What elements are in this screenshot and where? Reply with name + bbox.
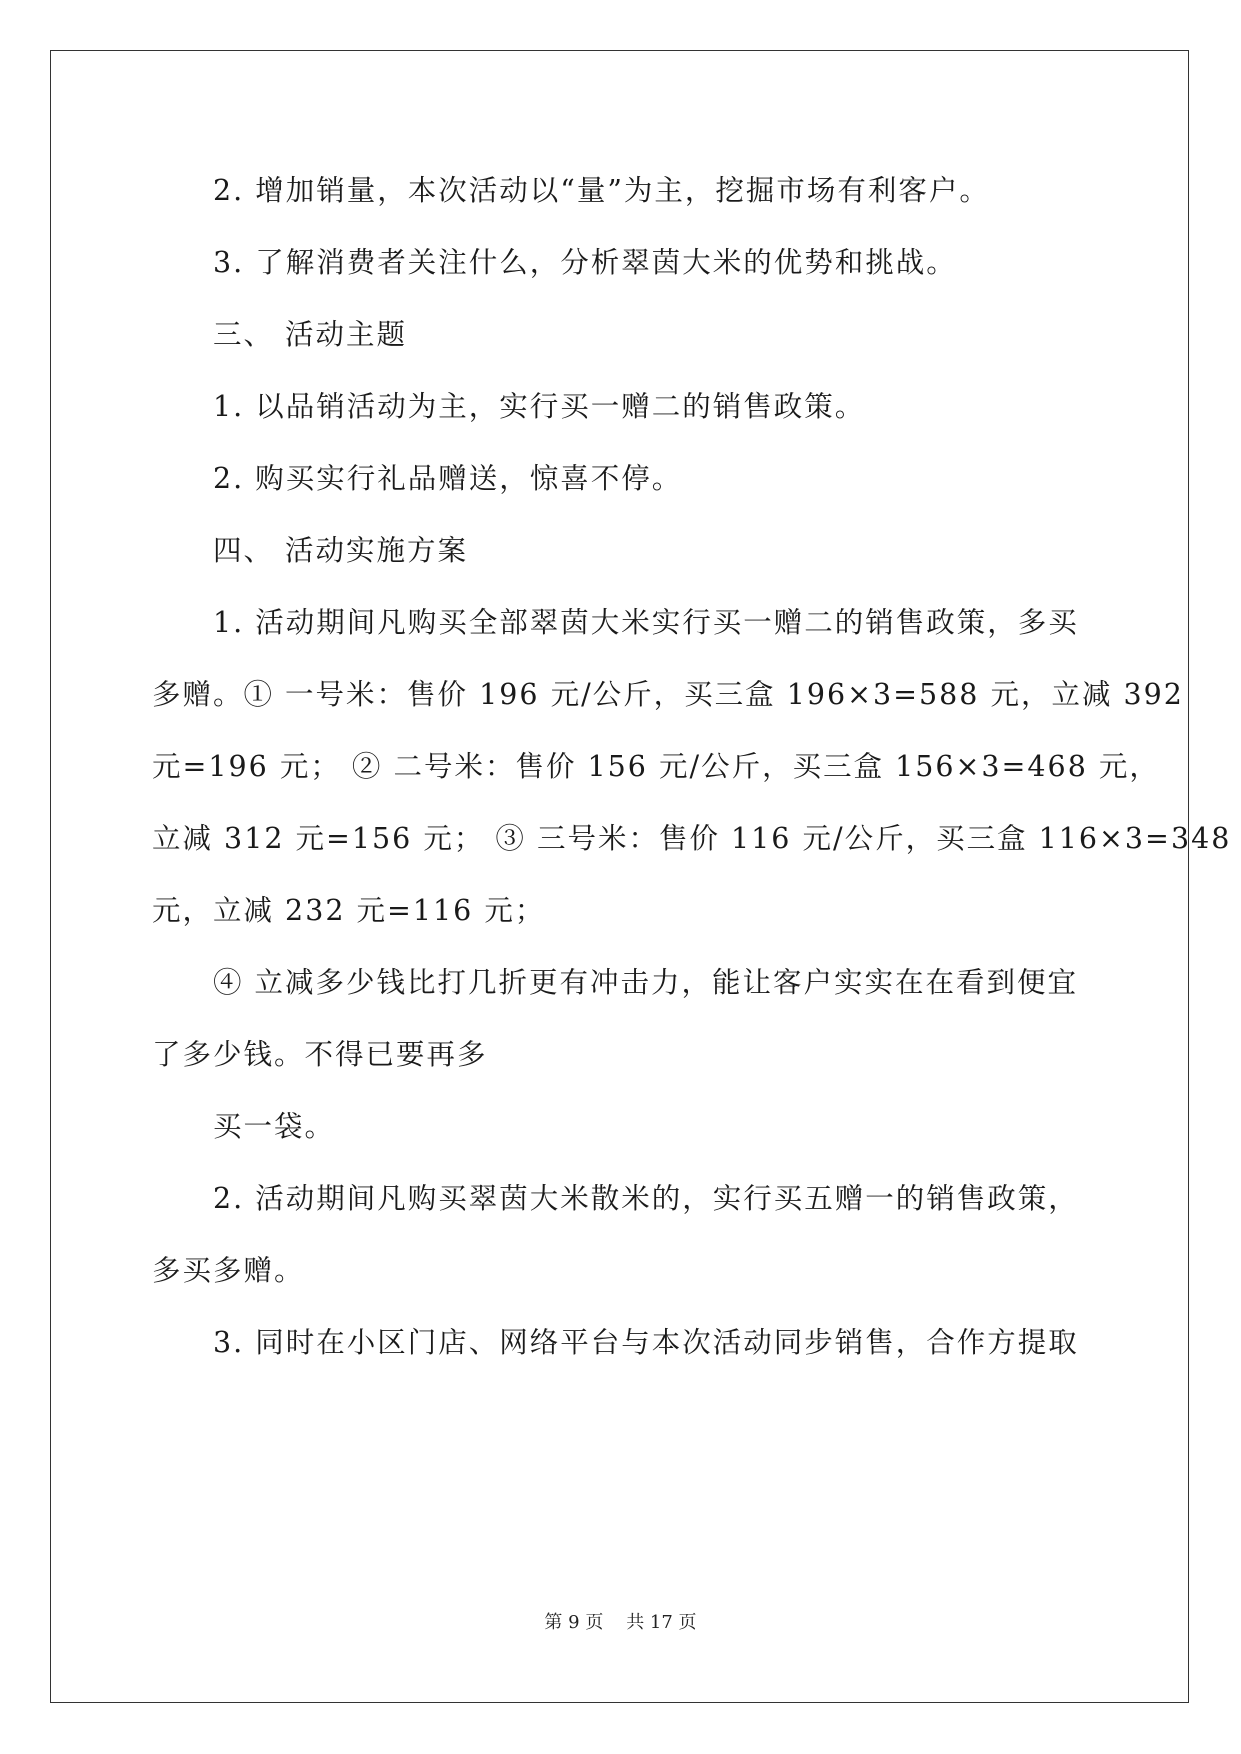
section-heading: 四、 活动实施方案 [213,534,469,567]
paragraph-line: 多买多赠。 [152,1254,305,1287]
paragraph-line: 多赠。① 一号米：售价 196 元/公斤，买三盒 196×3=588 元，立减 392 [152,678,1184,711]
section-heading: 三、 活动主题 [213,318,408,351]
paragraph-line: 2. 活动期间凡购买翠茵大米散米的，实行买五赠一的销售政策， [213,1182,1079,1215]
paragraph-line: 2. 增加销量，本次活动以“量”为主，挖掘市场有利客户。 [213,174,990,207]
paragraph-line: 2. 购买实行礼品赠送，惊喜不停。 [213,462,683,495]
paragraph-line: 3. 同时在小区门店、网络平台与本次活动同步销售，合作方提取 [213,1326,1079,1359]
page-frame [50,50,1232,1703]
paragraph-line: 买一袋。 [213,1110,336,1143]
paragraph-line: 1. 以品销活动为主，实行买一赠二的销售政策。 [213,390,866,423]
page-number-footer: 第 9 页 共 17 页 [544,1612,697,1633]
paragraph-line: 3. 了解消费者关注什么，分析翠茵大米的优势和挑战。 [213,246,957,279]
paragraph-line: 元=196 元； ② 二号米：售价 156 元/公斤，买三盒 156×3=468 元， [152,750,1160,783]
paragraph-line: 元，立减 232 元=116 元； [152,894,546,927]
paragraph-line: 1. 活动期间凡购买全部翠茵大米实行买一赠二的销售政策，多买 [213,606,1079,639]
paragraph-line: ④ 立减多少钱比打几折更有冲击力，能让客户实实在在看到便宜 [213,966,1079,999]
paragraph-line: 立减 312 元=156 元； ③ 三号米：售价 116 元/公斤，买三盒 116×3=348 [152,822,1232,855]
paragraph-line: 了多少钱。不得已要再多 [152,1038,488,1071]
